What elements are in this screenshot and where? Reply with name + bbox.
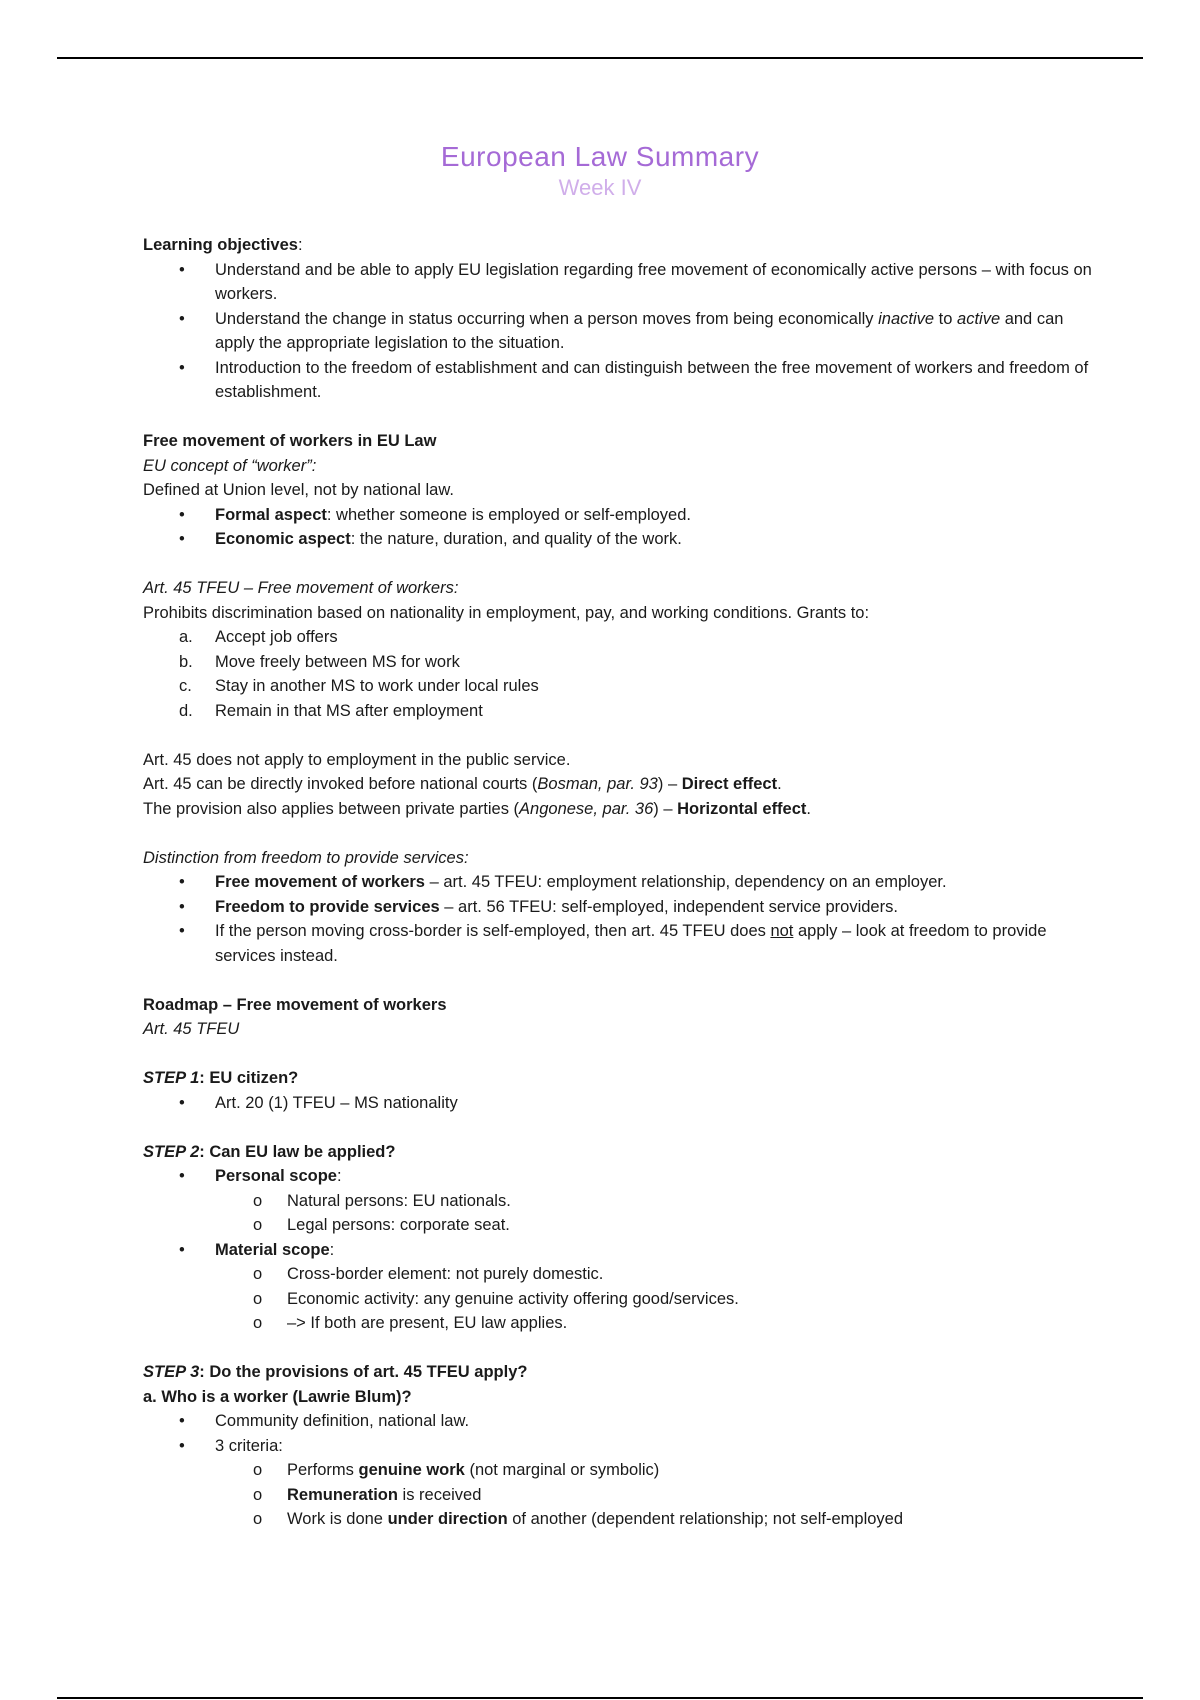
effects-section	[143, 748, 1093, 822]
distinction-section	[143, 846, 1093, 969]
step2-section: STEP 2: Can EU law be applied? • Personal scope: o Natural persons: EU nationals. o Legal persons: corporate seat. • Material scope: o Cross-border element: not purely domestic. o Economic activity: any genuine activity offering good/services. o –> If both are present, EU law applies.	[143, 1140, 1093, 1336]
art45-section	[143, 576, 1093, 723]
list-item: o Work is done under direction of another (dependent relationship; not self-employed	[143, 1507, 1093, 1532]
list-item: • Community definition, national law.	[143, 1409, 1093, 1434]
fmw-section	[143, 429, 1093, 552]
list-item: • Introduction to the freedom of establishment and can distinguish between the free movement of workers and freedom of establishment.	[143, 356, 1093, 405]
list-item: • Free movement of workers – art. 45 TFEU: employment relationship, dependency on an employer.	[143, 870, 1093, 895]
page-subtitle: Week IV	[558, 175, 642, 200]
step3-section: STEP 3: Do the provisions of art. 45 TFEU apply? a. Who is a worker (Lawrie Blum)? • Community definition, national law. • 3 criteria: o Performs genuine work (not marginal or symbolic) o Remuneration is received o Work is done under direction of another (dependent relationship; not self-employed	[143, 1360, 1093, 1532]
list-item: • Understand and be able to apply EU legislation regarding free movement of economically active persons – with focus on workers.	[143, 258, 1093, 307]
step1-section: STEP 1: EU citizen? • Art. 20 (1) TFEU – MS nationality	[143, 1066, 1093, 1115]
list-item: d. Remain in that MS after employment	[179, 701, 483, 720]
public-service-note: Art. 45 does not apply to employment in the public service.	[143, 750, 571, 769]
art45-intro: Prohibits discrimination based on nationality in employment, pay, and working conditions. Grants to:	[143, 603, 870, 622]
list-item: • Personal scope:	[143, 1164, 1093, 1189]
roadmap-section	[143, 993, 1093, 1042]
list-item: • If the person moving cross-border is self-employed, then art. 45 TFEU does not apply – look at freedom to provide services instead.	[143, 919, 1093, 968]
list-item: o Natural persons: EU nationals.	[143, 1189, 1093, 1214]
list-item: • Freedom to provide services – art. 56 TFEU: self-employed, independent service providers.	[143, 895, 1093, 920]
document-body	[143, 233, 1093, 1532]
list-item: a. Accept job offers	[179, 628, 338, 646]
list-item: • Understand the change in status occurring when a person moves from being economically inactive to active and can apply the appropriate legislation to the situation.	[143, 307, 1093, 356]
list-item: o Legal persons: corporate seat.	[143, 1213, 1093, 1238]
list-item: o –> If both are present, EU law applies.	[143, 1311, 1093, 1336]
concept-label: EU concept of “worker”:	[143, 456, 317, 475]
list-item: • Material scope:	[143, 1238, 1093, 1263]
list-item: b. Move freely between MS for work	[179, 652, 460, 671]
section-heading: Distinction from freedom to provide services:	[143, 848, 469, 867]
section-heading: Art. 45 TFEU – Free movement of workers:	[143, 579, 459, 597]
page-title: European Law Summary	[440, 141, 760, 172]
roadmap-sub: Art. 45 TFEU	[143, 1020, 240, 1038]
list-item: o Cross-border element: not purely domestic.	[143, 1262, 1093, 1287]
list-item: • Formal aspect: whether someone is employed or self-employed.	[143, 503, 1093, 528]
section-heading: Roadmap – Free movement of workers	[143, 995, 447, 1014]
list-item: o Economic activity: any genuine activity offering good/services.	[143, 1287, 1093, 1312]
section-heading: Free movement of workers in EU Law	[143, 432, 437, 450]
list-item: • Economic aspect: the nature, duration, and quality of the work.	[143, 527, 1093, 552]
horizontal-effect-line: The provision also applies between private parties (Angonese, par. 36) – Horizontal effect.	[143, 799, 811, 818]
list-item: • 3 criteria:	[143, 1434, 1093, 1459]
bottom-rule	[57, 1697, 1143, 1699]
learning-heading: Learning objectives	[143, 236, 298, 254]
list-item: o Performs genuine work (not marginal or symbolic)	[143, 1458, 1093, 1483]
list-item: • Art. 20 (1) TFEU – MS nationality	[143, 1091, 1093, 1116]
subheading: a. Who is a worker (Lawrie Blum)?	[143, 1387, 412, 1406]
title-block	[0, 140, 1200, 202]
top-rule	[57, 57, 1143, 59]
list-item: c. Stay in another MS to work under local rules	[179, 677, 539, 695]
definition-text: Defined at Union level, not by national law.	[143, 481, 454, 499]
list-item: o Remuneration is received	[143, 1483, 1093, 1508]
direct-effect-line: Art. 45 can be directly invoked before national courts (Bosman, par. 93) – Direct effect.	[143, 775, 782, 793]
learning-objectives: Learning objectives: • Understand and be able to apply EU legislation regarding free movement of economically active persons – with focus on workers. • Understand the change in status occurring when a person moves from being economically inactive to active and can apply the appropriate legislation to the situation. • Introduction to the freedom of establishment and can distinguish between the free movement of workers and freedom of establishment.	[143, 233, 1093, 405]
